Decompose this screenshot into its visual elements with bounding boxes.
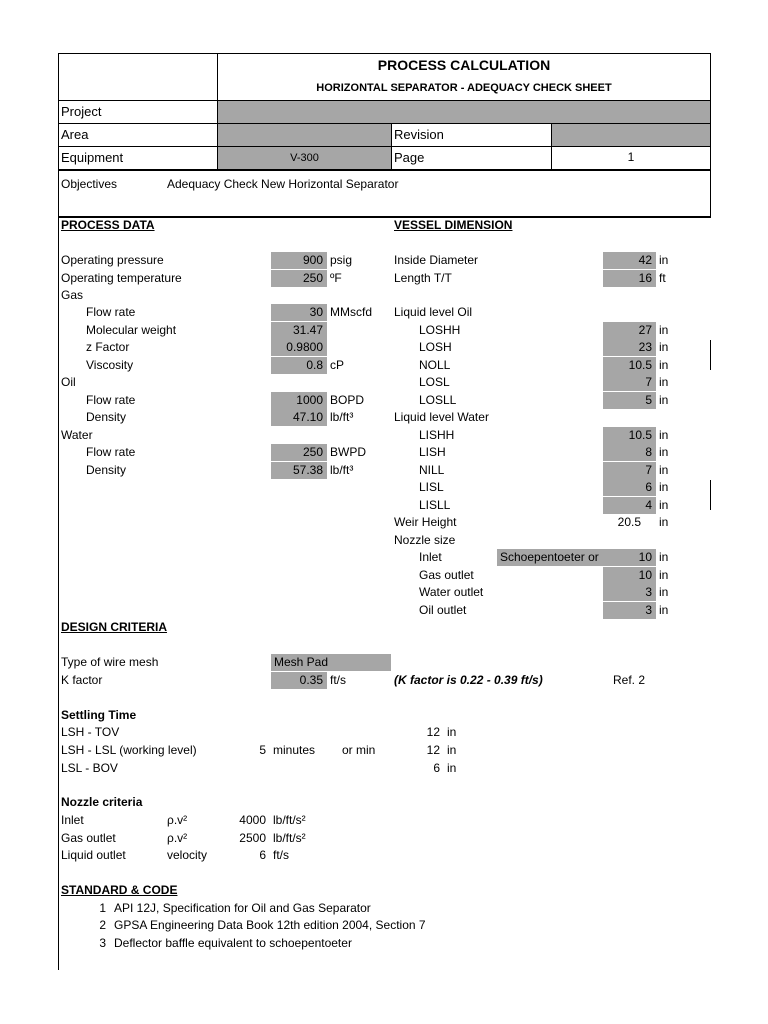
k-factor-ref: Ref. 2 — [613, 673, 646, 687]
water-density-unit: lb/ft³ — [330, 463, 354, 477]
area-value-cell — [218, 124, 391, 146]
page-label: Page — [394, 150, 425, 165]
lsl-bov-unit: in — [447, 761, 457, 775]
water-level-unit: in — [659, 428, 669, 442]
equipment-value: V-300 — [290, 152, 319, 164]
page-subtitle: HORIZONTAL SEPARATOR - ADEQUACY CHECK SHEET — [316, 82, 612, 94]
water-flow-value: 250 — [271, 444, 327, 461]
gas-outlet-value: 10 — [603, 567, 656, 584]
water-flow-unit: BWPD — [330, 445, 366, 459]
oil-density-value: 47.10 — [271, 409, 327, 426]
water-level-value: 8 — [603, 444, 656, 461]
objectives-value: Adequacy Check New Horizontal Separator — [167, 177, 399, 191]
standard-text: Deflector baffle equivalent to schoepentoeter — [114, 936, 352, 950]
water-outlet-unit: in — [659, 585, 669, 599]
op-pressure-label: Operating pressure — [61, 253, 164, 267]
standard-number: 3 — [99, 936, 106, 950]
water-level-unit: in — [659, 445, 669, 459]
oil-density-unit: lb/ft³ — [330, 410, 354, 424]
water-density-value: 57.38 — [271, 462, 327, 479]
oil-level-unit: in — [659, 340, 669, 354]
standard-number: 2 — [99, 918, 106, 932]
nozzle-gas-label: Gas outlet — [61, 831, 116, 845]
working-level-or: or min — [342, 743, 376, 757]
nozzle-size-heading: Nozzle size — [394, 533, 456, 547]
settling-time-heading: Settling Time — [61, 708, 137, 722]
nozzle-liquid-param: velocity — [167, 848, 208, 862]
op-pressure-value: 900 — [271, 252, 327, 269]
design-criteria-heading: DESIGN CRITERIA — [61, 620, 168, 634]
oil-level-label: LOSLL — [419, 393, 457, 407]
gas-outlet-unit: in — [659, 568, 669, 582]
k-factor-label: K factor — [61, 673, 103, 687]
oil-level-label: NOLL — [419, 358, 451, 372]
inside-diameter-value: 42 — [603, 252, 656, 269]
water-flow-label: Flow rate — [86, 445, 136, 459]
inlet-nozzle-label: Inlet — [419, 550, 442, 564]
length-label: Length T/T — [394, 271, 452, 285]
wire-mesh-label: Type of wire mesh — [61, 655, 159, 669]
oil-level-unit: in — [659, 375, 669, 389]
nozzle-liquid-value: 6 — [259, 848, 266, 862]
water-level-unit: in — [659, 480, 669, 494]
gas-label: Gas — [61, 288, 84, 302]
standard-text: GPSA Engineering Data Book 12th edition 2004, Section 7 — [114, 918, 426, 932]
standard-number: 1 — [99, 901, 106, 915]
water-level-label: LISH — [419, 445, 446, 459]
water-level-unit: in — [659, 463, 669, 477]
z-factor-label: z Factor — [86, 340, 130, 354]
water-level-value: 4 — [603, 497, 656, 514]
weir-height-value: 20.5 — [617, 515, 641, 529]
working-level-minutes-unit: minutes — [273, 743, 316, 757]
oil-level-unit: in — [659, 393, 669, 407]
k-factor-unit: ft/s — [330, 673, 347, 687]
equipment-label: Equipment — [61, 150, 124, 165]
oil-flow-value: 1000 — [271, 392, 327, 409]
vessel-heading: VESSEL DIMENSION — [394, 218, 513, 232]
k-factor-note: (K factor is 0.22 - 0.39 ft/s) — [394, 673, 543, 687]
oil-outlet-label: Oil outlet — [419, 603, 467, 617]
lsh-tov-value: 12 — [426, 725, 440, 739]
page-title: PROCESS CALCULATION — [377, 57, 551, 73]
inside-diameter-label: Inside Diameter — [394, 253, 479, 267]
water-level-unit: in — [659, 498, 669, 512]
viscosity-unit: cP — [330, 358, 345, 372]
working-level-label: LSH - LSL (working level) — [61, 743, 197, 757]
nozzle-inlet-value: 4000 — [239, 813, 266, 827]
water-label: Water — [61, 428, 93, 442]
oil-level-unit: in — [659, 358, 669, 372]
oil-level-value: 5 — [603, 392, 656, 409]
k-factor-value: 0.35 — [271, 672, 327, 689]
project-label: Project — [61, 104, 102, 119]
inside-diameter-unit: in — [659, 253, 669, 267]
oil-level-unit: in — [659, 323, 669, 337]
lsl-bov-value: 6 — [433, 761, 440, 775]
length-value: 16 — [603, 270, 656, 287]
water-level-value: 10.5 — [603, 427, 656, 444]
op-temp-unit: ºF — [330, 271, 342, 285]
water-level-value: 7 — [603, 462, 656, 479]
nozzle-liquid-unit: ft/s — [273, 848, 290, 862]
working-level-value: 12 — [426, 743, 440, 757]
water-outlet-value: 3 — [603, 584, 656, 601]
nozzle-criteria-heading: Nozzle criteria — [61, 795, 143, 809]
viscosity-label: Viscosity — [86, 358, 134, 372]
oil-level-label: LOSH — [419, 340, 452, 354]
page-number: 1 — [627, 150, 635, 164]
nozzle-liquid-label: Liquid outlet — [61, 848, 126, 862]
inlet-device-type: Schoepentoeter or — [497, 549, 603, 566]
water-level-label: LISHH — [419, 428, 455, 442]
revision-label: Revision — [394, 127, 444, 142]
oil-level-value: 7 — [603, 374, 656, 391]
area-label: Area — [61, 127, 89, 142]
wire-mesh-value: Mesh Pad — [271, 654, 391, 671]
oil-label: Oil — [61, 375, 76, 389]
standards-heading: STANDARD & CODE — [61, 883, 178, 897]
mw-label: Molecular weight — [86, 323, 177, 337]
mw-value: 31.47 — [271, 322, 327, 339]
op-temp-value: 250 — [271, 270, 327, 287]
oil-outlet-value: 3 — [603, 602, 656, 619]
water-level-label: NILL — [419, 463, 445, 477]
inlet-nozzle-value: 10 — [603, 549, 656, 566]
lsl-bov-label: LSL - BOV — [61, 761, 118, 775]
weir-height-unit: in — [659, 515, 669, 529]
water-density-label: Density — [86, 463, 127, 477]
nozzle-inlet-label: Inlet — [61, 813, 84, 827]
water-level-value: 6 — [603, 479, 656, 496]
process-data-heading: PROCESS DATA — [61, 218, 155, 232]
oil-flow-unit: BOPD — [330, 393, 365, 407]
oil-density-label: Density — [86, 410, 127, 424]
oil-level-label: LOSL — [419, 375, 450, 389]
oil-flow-label: Flow rate — [86, 393, 136, 407]
inlet-nozzle-unit: in — [659, 550, 669, 564]
gas-flow-value: 30 — [271, 304, 327, 321]
viscosity-value: 0.8 — [271, 357, 327, 374]
objectives-label: Objectives — [61, 177, 118, 191]
gas-flow-unit: MMscfd — [330, 305, 372, 319]
water-level-label: LISLL — [419, 498, 451, 512]
length-unit: ft — [659, 271, 666, 285]
lsh-tov-unit: in — [447, 725, 457, 739]
op-pressure-unit: psig — [330, 253, 353, 267]
revision-value-cell — [552, 124, 710, 146]
oil-outlet-unit: in — [659, 603, 669, 617]
nozzle-gas-unit: lb/ft/s² — [273, 831, 306, 845]
working-level-minutes: 5 — [259, 743, 266, 757]
working-level-unit: in — [447, 743, 457, 757]
oil-level-value: 23 — [603, 339, 656, 356]
z-factor-value: 0.9800 — [271, 339, 327, 356]
nozzle-gas-value: 2500 — [239, 831, 266, 845]
gas-outlet-label: Gas outlet — [419, 568, 474, 582]
nozzle-inlet-param: ρ.v² — [167, 813, 188, 827]
standard-text: API 12J, Specification for Oil and Gas Separator — [114, 901, 371, 915]
oil-level-heading: Liquid level Oil — [394, 305, 473, 319]
project-value-cell — [218, 101, 710, 123]
oil-level-value: 10.5 — [603, 357, 656, 374]
oil-level-label: LOSHH — [419, 323, 461, 337]
lsh-tov-label: LSH - TOV — [61, 725, 120, 739]
nozzle-inlet-unit: lb/ft/s² — [273, 813, 306, 827]
water-outlet-label: Water outlet — [419, 585, 484, 599]
oil-level-value: 27 — [603, 322, 656, 339]
nozzle-gas-param: ρ.v² — [167, 831, 188, 845]
weir-height-label: Weir Height — [394, 515, 457, 529]
water-level-heading: Liquid level Water — [394, 410, 489, 424]
op-temp-label: Operating temperature — [61, 271, 182, 285]
gas-flow-label: Flow rate — [86, 305, 136, 319]
water-level-label: LISL — [419, 480, 444, 494]
